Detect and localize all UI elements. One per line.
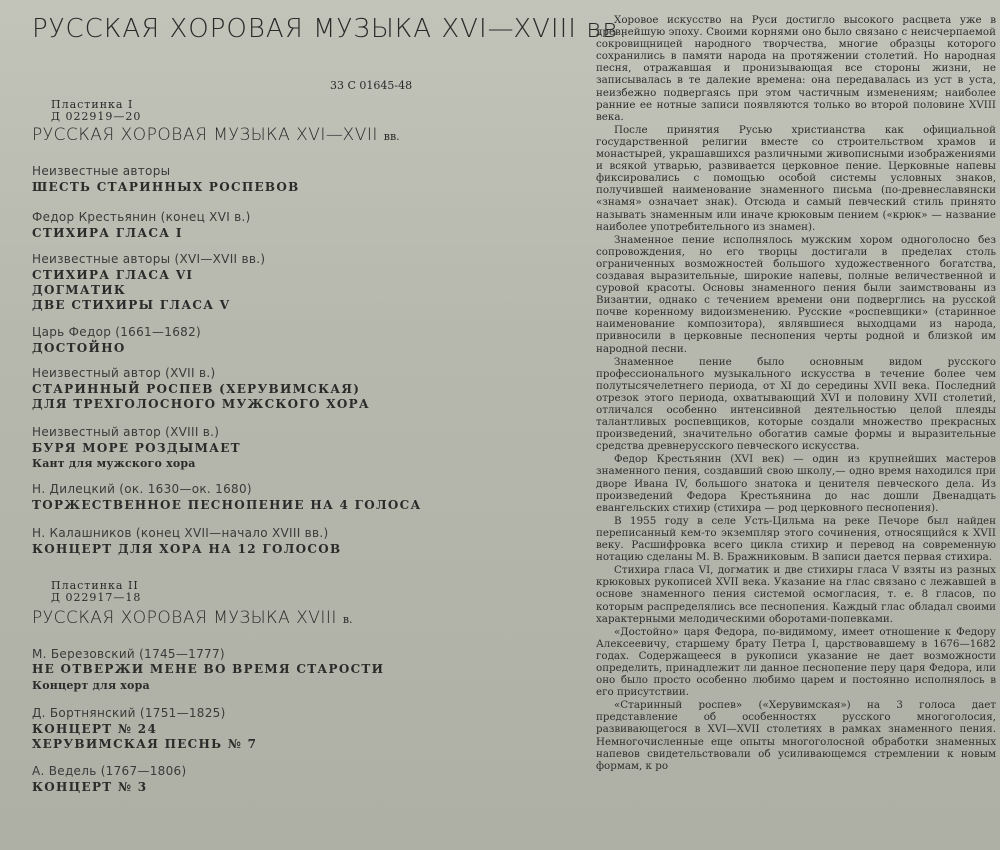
- work-title: СТИХИРА ГЛАСА I: [32, 226, 183, 240]
- work-title: ТОРЖЕСТВЕННОЕ ПЕСНОПЕНИЕ НА 4 ГОЛОСА: [32, 498, 422, 512]
- record1-label: Пластинка I: [51, 98, 134, 111]
- author: М. Березовский (1745—1777): [32, 647, 225, 661]
- record1-title: [32, 125, 400, 145]
- article-paragraph: Знаменное пение было основным видом русского профессионального музыкального искусства в течение более чем полутысячелетнего периода, от XI до середины XVII века. Последний отрезок этого периода, охватывающий XVI и половину XVII столетий, отличался особенно интенсивной деятельностью целой плеяды талантливых роспевщиков, которые создали множество прекрасных произведений, значительно обогатив самые формы и выразительные средства древнерусского певческого искусства.: [596, 355, 996, 453]
- work-note: Кант для мужского хора: [32, 457, 196, 470]
- author: Неизвестный автор (XVIII в.): [32, 425, 220, 439]
- work-note: Концерт для хора: [32, 679, 150, 692]
- record2-title: [32, 608, 353, 628]
- work-title: ДВЕ СТИХИРЫ ГЛАСА V: [32, 298, 231, 312]
- record2-label: Пластинка II: [51, 579, 139, 592]
- author: Н. Дилецкий (ок. 1630—ок. 1680): [32, 482, 252, 496]
- record2-code: Д 022917—18: [51, 591, 142, 604]
- author: Неизвестные авторы (XVI—XVII вв.): [32, 252, 266, 266]
- author: Федор Крестьянин (конец XVI в.): [32, 210, 251, 224]
- article-paragraph: В 1955 году в селе Усть-Цильма на реке Печоре был найден переписанный кем-то экземпляр этого сочинения, относящийся к XVII веку. Расшифровка всего цикла стихир и перевод на современную нотацию сделаны М. В. Бражниковым. В записи дается первая стихира.: [596, 514, 996, 564]
- work-title: ДЛЯ ТРЕХГОЛОСНОГО МУЖСКОГО ХОРА: [32, 397, 370, 411]
- work-title: СТАРИННЫЙ РОСПЕВ (ХЕРУВИМСКАЯ): [32, 382, 361, 396]
- record1-title-suffix: вв.: [383, 130, 400, 143]
- article-paragraph: «Старинный роспев» («Херувимская») на 3 голоса дает представление об особенностях русского многоголосия, развивающегося в XVI—XVII столетиях в рамках знаменного пения. Немногочисленные еще опыты многоголосной обработки знаменных напевов свидетельствовали об усиливающемся стремлении к новым формам, к ро: [596, 699, 996, 772]
- work-title: ШЕСТЬ СТАРИННЫХ РОСПЕВОВ: [32, 180, 300, 194]
- work-title: ДОГМАТИК: [32, 283, 127, 297]
- record2-title-suffix: в.: [342, 613, 353, 626]
- article-paragraph: Знаменное пение исполнялось мужским хором одноголосно без сопровождения, но его творцы достигали в пределах столь ограниченных возможностей большого художественного богатства, создавая выразительные, широкие напевы, полные величественной и суровой красоты. Основы знаменного пения были заимствованы из Византии, однако с течением времени они подверглись на русской почве коренному видоизменению. Русские «роспевщики» (старинное наименование композитора), являвшиеся выходцами из народа, привносили в церковные песнопения черты родной и близкой им народной песни.: [596, 233, 996, 355]
- article-paragraph: Хоровое искусство на Руси достигло высокого расцвета уже в древнейшую эпоху. Своими корнями оно было связано с неисчерпаемой сокровищницей народного творчества, многие образцы которого сохранились в памяти народа на протяжении столетий. Но народная песня, отражавшая и пронизывающая все стороны жизни, не записывалась в те далекие времена: она передавалась из уст в уста, неизбежно подвергаясь при этом частичным изменениям; наиболее ранние ее нотные записи появляются только во второй половине XVIII века.: [596, 14, 996, 123]
- work-title: НЕ ОТВЕРЖИ МЕНЕ ВО ВРЕМЯ СТАРОСТИ: [32, 662, 385, 676]
- author: Неизвестные авторы: [32, 164, 171, 178]
- work-title: КОНЦЕРТ ДЛЯ ХОРА НА 12 ГОЛОСОВ: [32, 542, 342, 556]
- work-title: КОНЦЕРТ № 24: [32, 722, 158, 736]
- work-title: БУРЯ МОРЕ РОЗДЫМАЕТ: [32, 441, 241, 455]
- page-title: РУССКАЯ ХОРОВАЯ МУЗЫКА XVI—XVIII вв.: [32, 14, 628, 44]
- article-column: [596, 0, 996, 850]
- catalog-number: 33 С 01645-48: [330, 79, 413, 92]
- work-title: ДОСТОЙНО: [32, 341, 126, 355]
- work-title: ХЕРУВИМСКАЯ ПЕСНЬ № 7: [32, 737, 258, 751]
- work-title: СТИХИРА ГЛАСА VI: [32, 268, 194, 282]
- work-title: КОНЦЕРТ № 3: [32, 780, 148, 794]
- article-paragraph: Федор Крестьянин (XVI век) — один из крупнейших мастеров знаменного пения, создавший свою школу,— одно время находился при дворе Ивана IV, большого знатока и ценителя певческого дела. Из произведений Федора Крестьянина до нас дошли Двенадцать евангельских стихир (стихира — род церковного песнопения).: [596, 453, 996, 514]
- author: Н. Калашников (конец XVII—начало XVIII вв.): [32, 526, 329, 540]
- author: Царь Федор (1661—1682): [32, 325, 201, 339]
- record2-title-text: РУССКАЯ ХОРОВАЯ МУЗЫКА XVIII: [32, 608, 337, 628]
- article-paragraph: После принятия Русью христианства как официальной государственной религии вместе со строительством храмов и монастырей, украшавшихся различными живописными изображениями и всякой утварью, развивается церковное пение. Церковные напевы фиксировались с помощью особой системы условных знаков, получившей наименование знаменного письма (по-древнеславянски «знамя» означает знак). Отсюда и самый певческий стиль принято называть знаменным или иначе крюковым пением («крюк» — название наиболее употребительного из знамен).: [596, 123, 996, 233]
- article-paragraph: Стихира гласа VI, догматик и две стихиры гласа V взяты из разных крюковых рукописей XVII века. Указание на глас связано с лежавшей в основе знаменного пения системой осмогласия, т. е. 8 гласов, по которым распределялись все песнопения. Каждый глас обладал своими характерными мелодическими оборотами-попевками.: [596, 564, 996, 625]
- article-paragraph: «Достойно» царя Федора, по-видимому, имеет отношение к Федору Алексеевичу, старшему брату Петра I, царствовавшему в 1676—1682 годах. Содержащееся в рукописи указание не дает возможности определить, принадлежит ли данное песнопение перу царя Федора, или оно было просто особенно любимо царем и постоянно исполнялось в его присутствии.: [596, 625, 996, 699]
- record1-code: Д 022919—20: [51, 110, 142, 123]
- record1-title-text: РУССКАЯ ХОРОВАЯ МУЗЫКА XVI—XVII: [32, 125, 378, 145]
- author: Неизвестный автор (XVII в.): [32, 366, 216, 380]
- article-text: [596, 0, 996, 772]
- author: Д. Бортнянский (1751—1825): [32, 706, 226, 720]
- author: А. Ведель (1767—1806): [32, 764, 187, 778]
